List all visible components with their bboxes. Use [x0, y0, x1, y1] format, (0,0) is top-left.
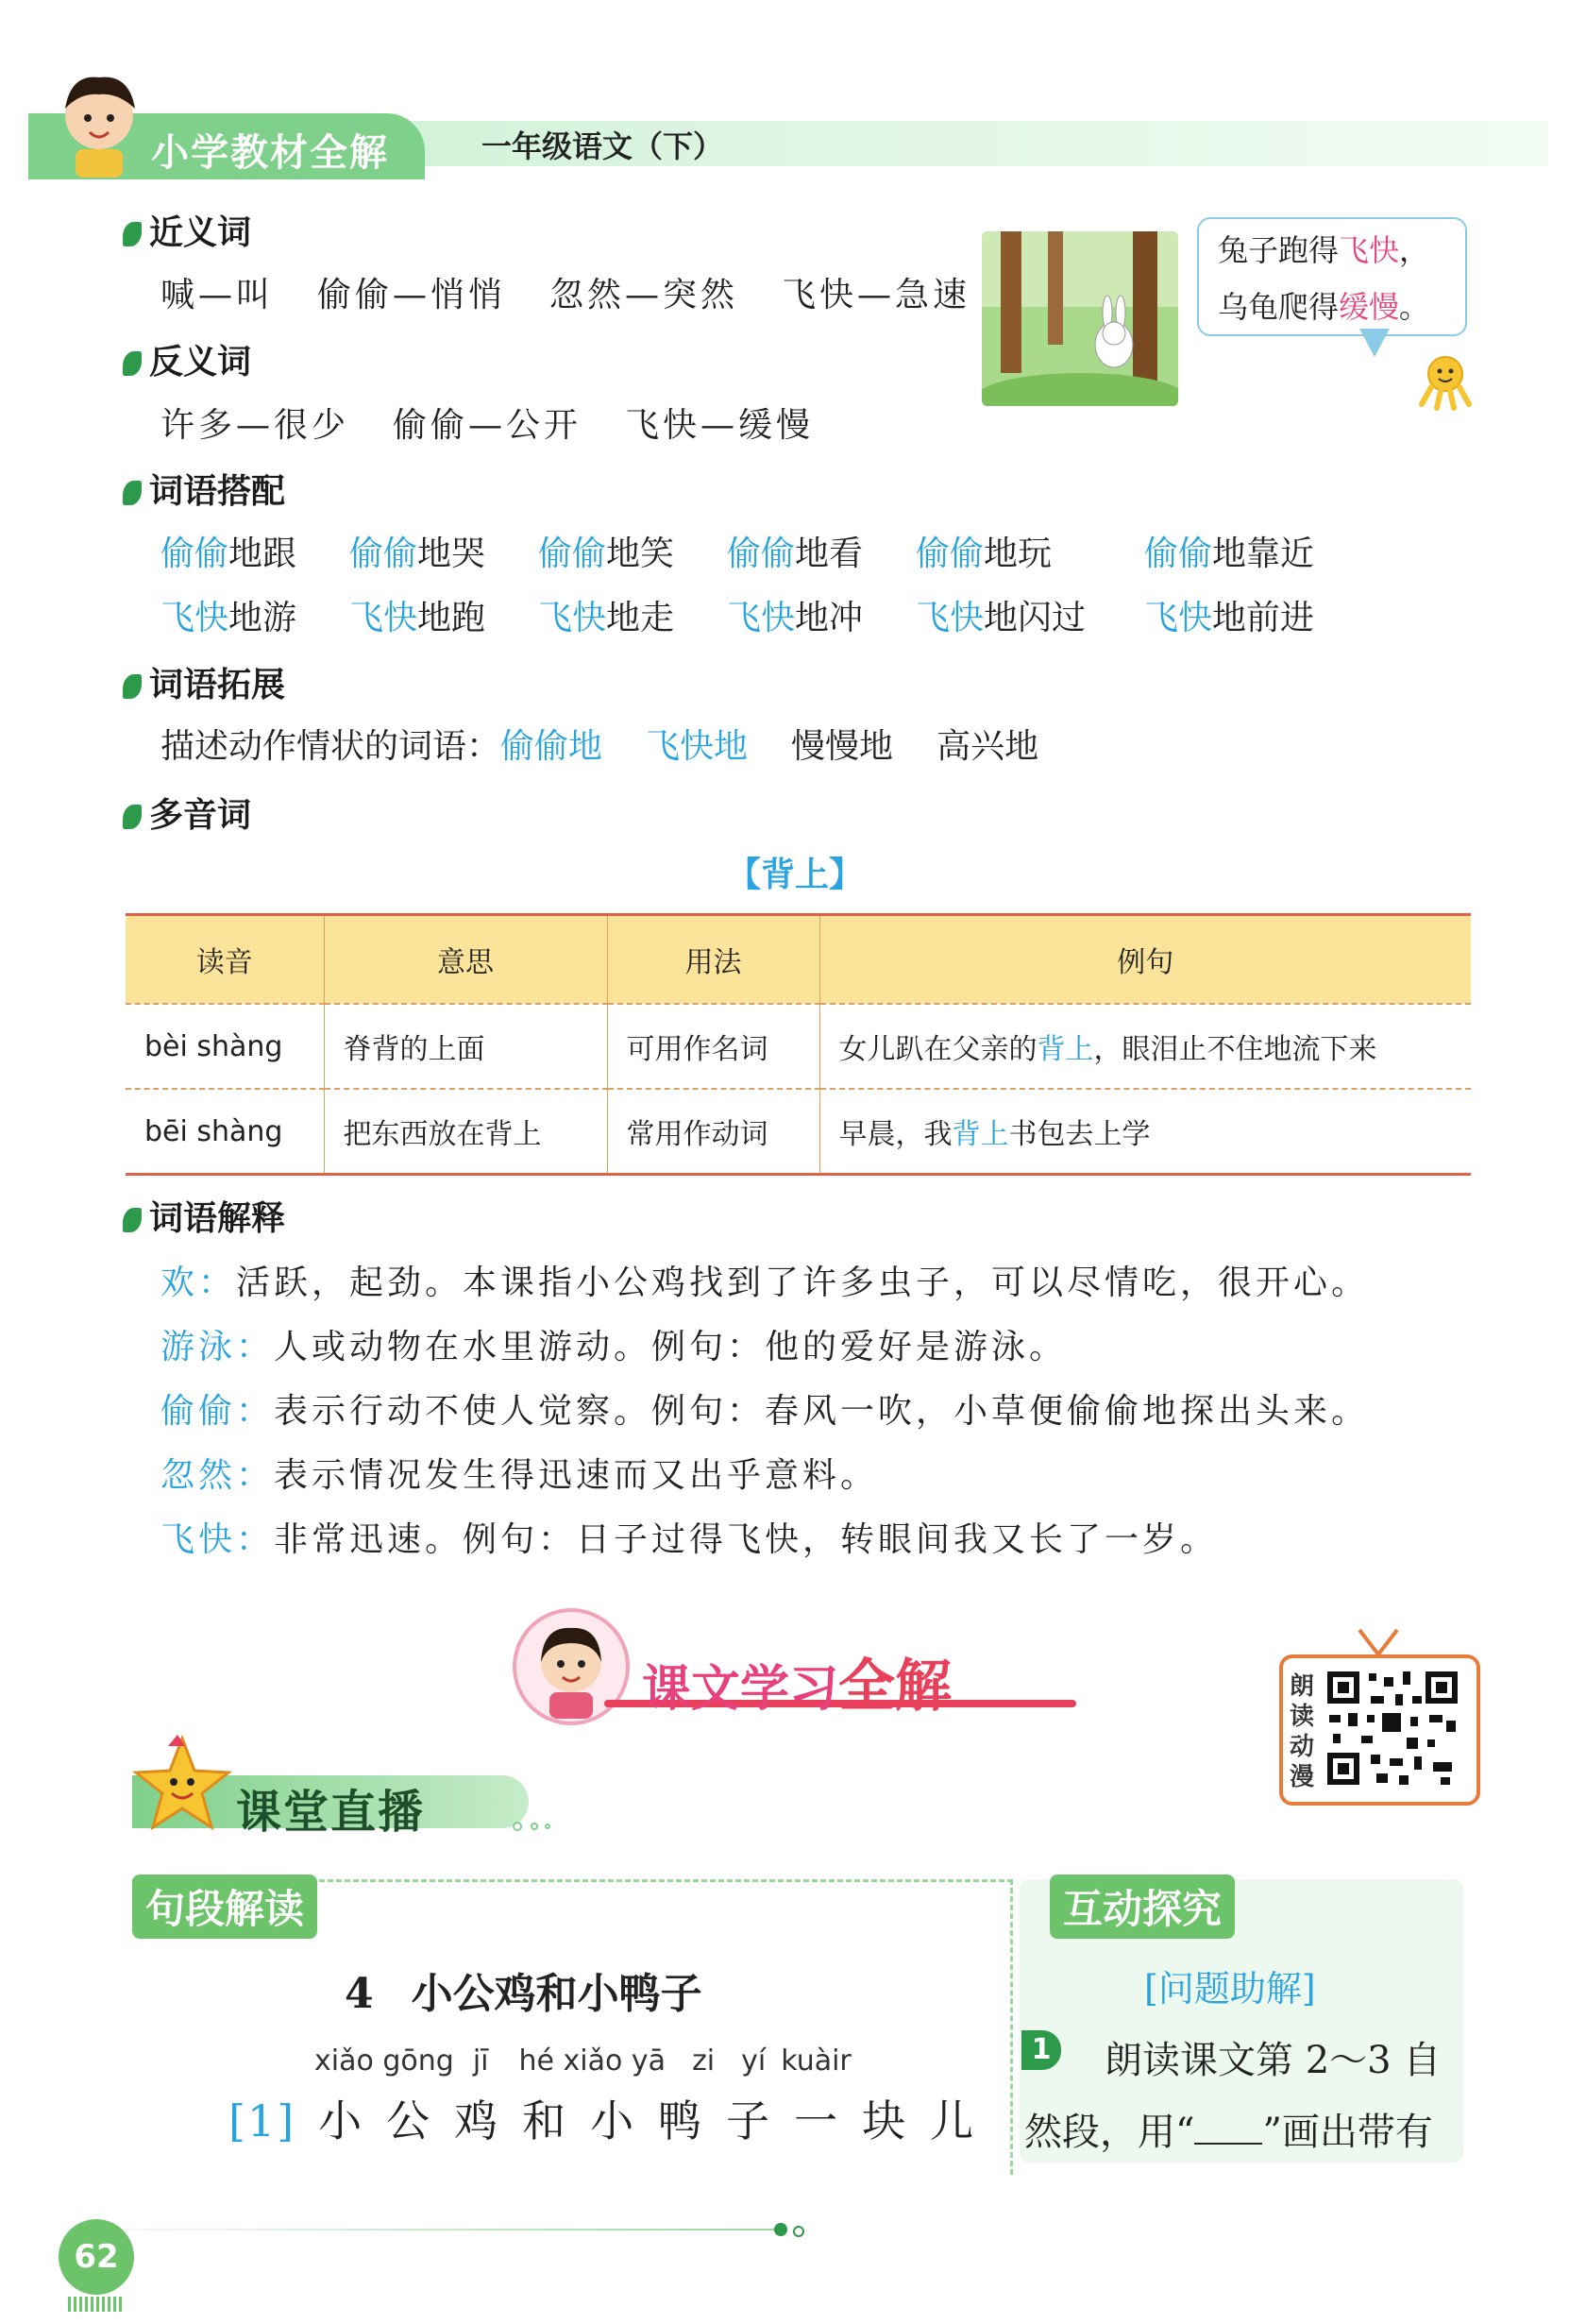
leaf-bullet-icon [123, 805, 142, 829]
explanation-item: 忽然：表示情况发生得迅速而又出乎意料。 [160, 1456, 879, 1495]
explanation-item: 欢：活跃，起劲。本课指小公鸡找到了许多虫子，可以尽情吃，很开心。 [160, 1264, 1370, 1302]
polyphonic-word: 【背上】 [727, 856, 864, 894]
book-title: 一年级语文（下） [481, 128, 724, 164]
classroom-dots [510, 1817, 566, 1826]
example-cell: 女儿趴在父亲的背上，眼泪止不住地流下来 [819, 1004, 1471, 1089]
collocation-item: 飞快地前进 [1144, 599, 1315, 637]
meaning-cell: 脊背的上面 [324, 1004, 607, 1089]
table-header-row [126, 915, 1471, 1005]
collocation-item: 飞快地跑 [349, 599, 486, 637]
polyphonic-table [126, 913, 1471, 1176]
girl-mascot-icon [510, 1605, 633, 1728]
column-header: 例句 [819, 915, 1471, 1005]
collocation-item: 飞快地闪过 [916, 599, 1087, 637]
collocation-item: 偷偷地跟 [160, 534, 297, 573]
table-row [126, 1004, 1471, 1089]
usage-cell: 可用作名词 [607, 1004, 819, 1089]
leaf-bullet-icon [123, 481, 142, 505]
expansion-line: 描述动作情状的词语：偷偷地 飞快地 慢慢地 高兴地 [160, 727, 1039, 766]
star-smiley-icon [1414, 349, 1476, 412]
synonyms-heading: 近义词 [123, 206, 251, 254]
leaf-bullet-icon [123, 222, 142, 246]
synonym-item: 飞快—急速 [782, 276, 971, 314]
tv-antenna-icon [1355, 1626, 1402, 1658]
explore-sub: [问题助解] [1144, 1968, 1316, 2010]
pinyin-cell: bèi shàng [126, 1004, 324, 1089]
callout-line-2: 乌龟爬得缓慢。 [1218, 289, 1430, 325]
leaf-bullet-icon [123, 351, 142, 376]
explanation-item: 飞快：非常迅速。例句：日子过得飞快，转眼间我又长了一岁。 [160, 1520, 1219, 1559]
table-row [126, 1089, 1471, 1175]
collocation-item: 偷偷地看 [727, 534, 864, 573]
collocations-heading: 词语搭配 [123, 465, 285, 513]
collocation-item: 飞快地游 [160, 599, 297, 637]
explore-line-1: 朗读课文第 2～3 自 [1105, 2039, 1442, 2082]
footer-dot-small [793, 2226, 804, 2237]
synonym-item: 偷偷—悄悄 [317, 276, 507, 314]
lesson-title: 4 小公鸡和小鸭子 [345, 1970, 702, 2018]
classroom-title: 课堂直播 [236, 1786, 426, 1839]
collocation-item: 偷偷地哭 [349, 534, 486, 573]
example-cell: 早晨，我背上书包去上学 [819, 1089, 1471, 1175]
explanations-heading: 词语解释 [123, 1192, 285, 1240]
collocation-row-2 [160, 591, 1314, 639]
usage-cell: 常用作动词 [607, 1089, 819, 1175]
explanation-item: 偷偷：表示行动不使人觉察。例句：春风一吹，小草便偷偷地探出头来。 [160, 1392, 1370, 1431]
collocation-item: 偷偷地笑 [538, 534, 675, 573]
collocation-item: 偷偷地玩 [916, 534, 1053, 573]
leaf-bullet-icon [123, 674, 142, 699]
synonym-item: 喊—叫 [160, 276, 275, 314]
synonym-item: 忽然—突然 [549, 276, 739, 314]
antonym-item: 偷偷—公开 [393, 406, 582, 445]
reading-tag: 句段解读 [132, 1874, 317, 1939]
collocation-item: 飞快地走 [538, 599, 675, 637]
footer-dot [774, 2223, 787, 2236]
antonym-item: 许多—很少 [160, 406, 350, 445]
question-number-badge: 1 [1021, 2030, 1061, 2070]
column-header: 读音 [126, 915, 324, 1005]
callout-line-1: 兔子跑得飞快， [1218, 232, 1430, 268]
collocation-item: 偷偷地靠近 [1144, 534, 1315, 573]
antonyms-list [160, 399, 814, 447]
explanation-item: 游泳：人或动物在水里游动。例句：他的爱好是游泳。 [160, 1328, 1068, 1366]
column-header: 用法 [607, 915, 819, 1005]
pinyin-line: xiǎo gōng jī hé xiǎo yā zi yí kuàir [314, 2044, 852, 2078]
meaning-cell: 把东西放在背上 [324, 1089, 607, 1175]
star-mascot-icon [130, 1733, 234, 1837]
qr-label: 朗 读 动 漫 [1290, 1672, 1315, 1791]
antonyms-heading: 反义词 [123, 335, 251, 383]
column-header: 意思 [324, 915, 607, 1005]
footer-rule [38, 2229, 774, 2231]
antonym-item: 飞快—缓慢 [625, 406, 815, 445]
speech-bubble-tail [1359, 329, 1390, 357]
leaf-bullet-icon [123, 1208, 142, 1232]
page-number: 62 [59, 2219, 134, 2295]
paragraph-line: [1] 小公鸡和小鸭子一块儿 [228, 2095, 999, 2146]
collocation-row-1 [160, 527, 1314, 575]
rabbit-forest-illustration [982, 231, 1178, 406]
qr-code-icon[interactable] [1324, 1668, 1461, 1789]
polyphonic-heading: 多音词 [123, 789, 251, 837]
explore-line-2: 然段，用“ ”画出带有 [1024, 2111, 1433, 2154]
banner-title: 课文学习全解 [642, 1654, 953, 1720]
explore-tag: 互动探究 [1050, 1874, 1235, 1939]
series-title: 小学教材全解 [151, 131, 389, 175]
pinyin-cell: bēi shàng [126, 1089, 324, 1175]
page-number-stripes [68, 2297, 125, 2312]
mascot-boy-icon [52, 66, 146, 179]
expansion-heading: 词语拓展 [123, 658, 285, 706]
collocation-item: 飞快地冲 [727, 599, 864, 637]
synonyms-list [160, 268, 970, 316]
